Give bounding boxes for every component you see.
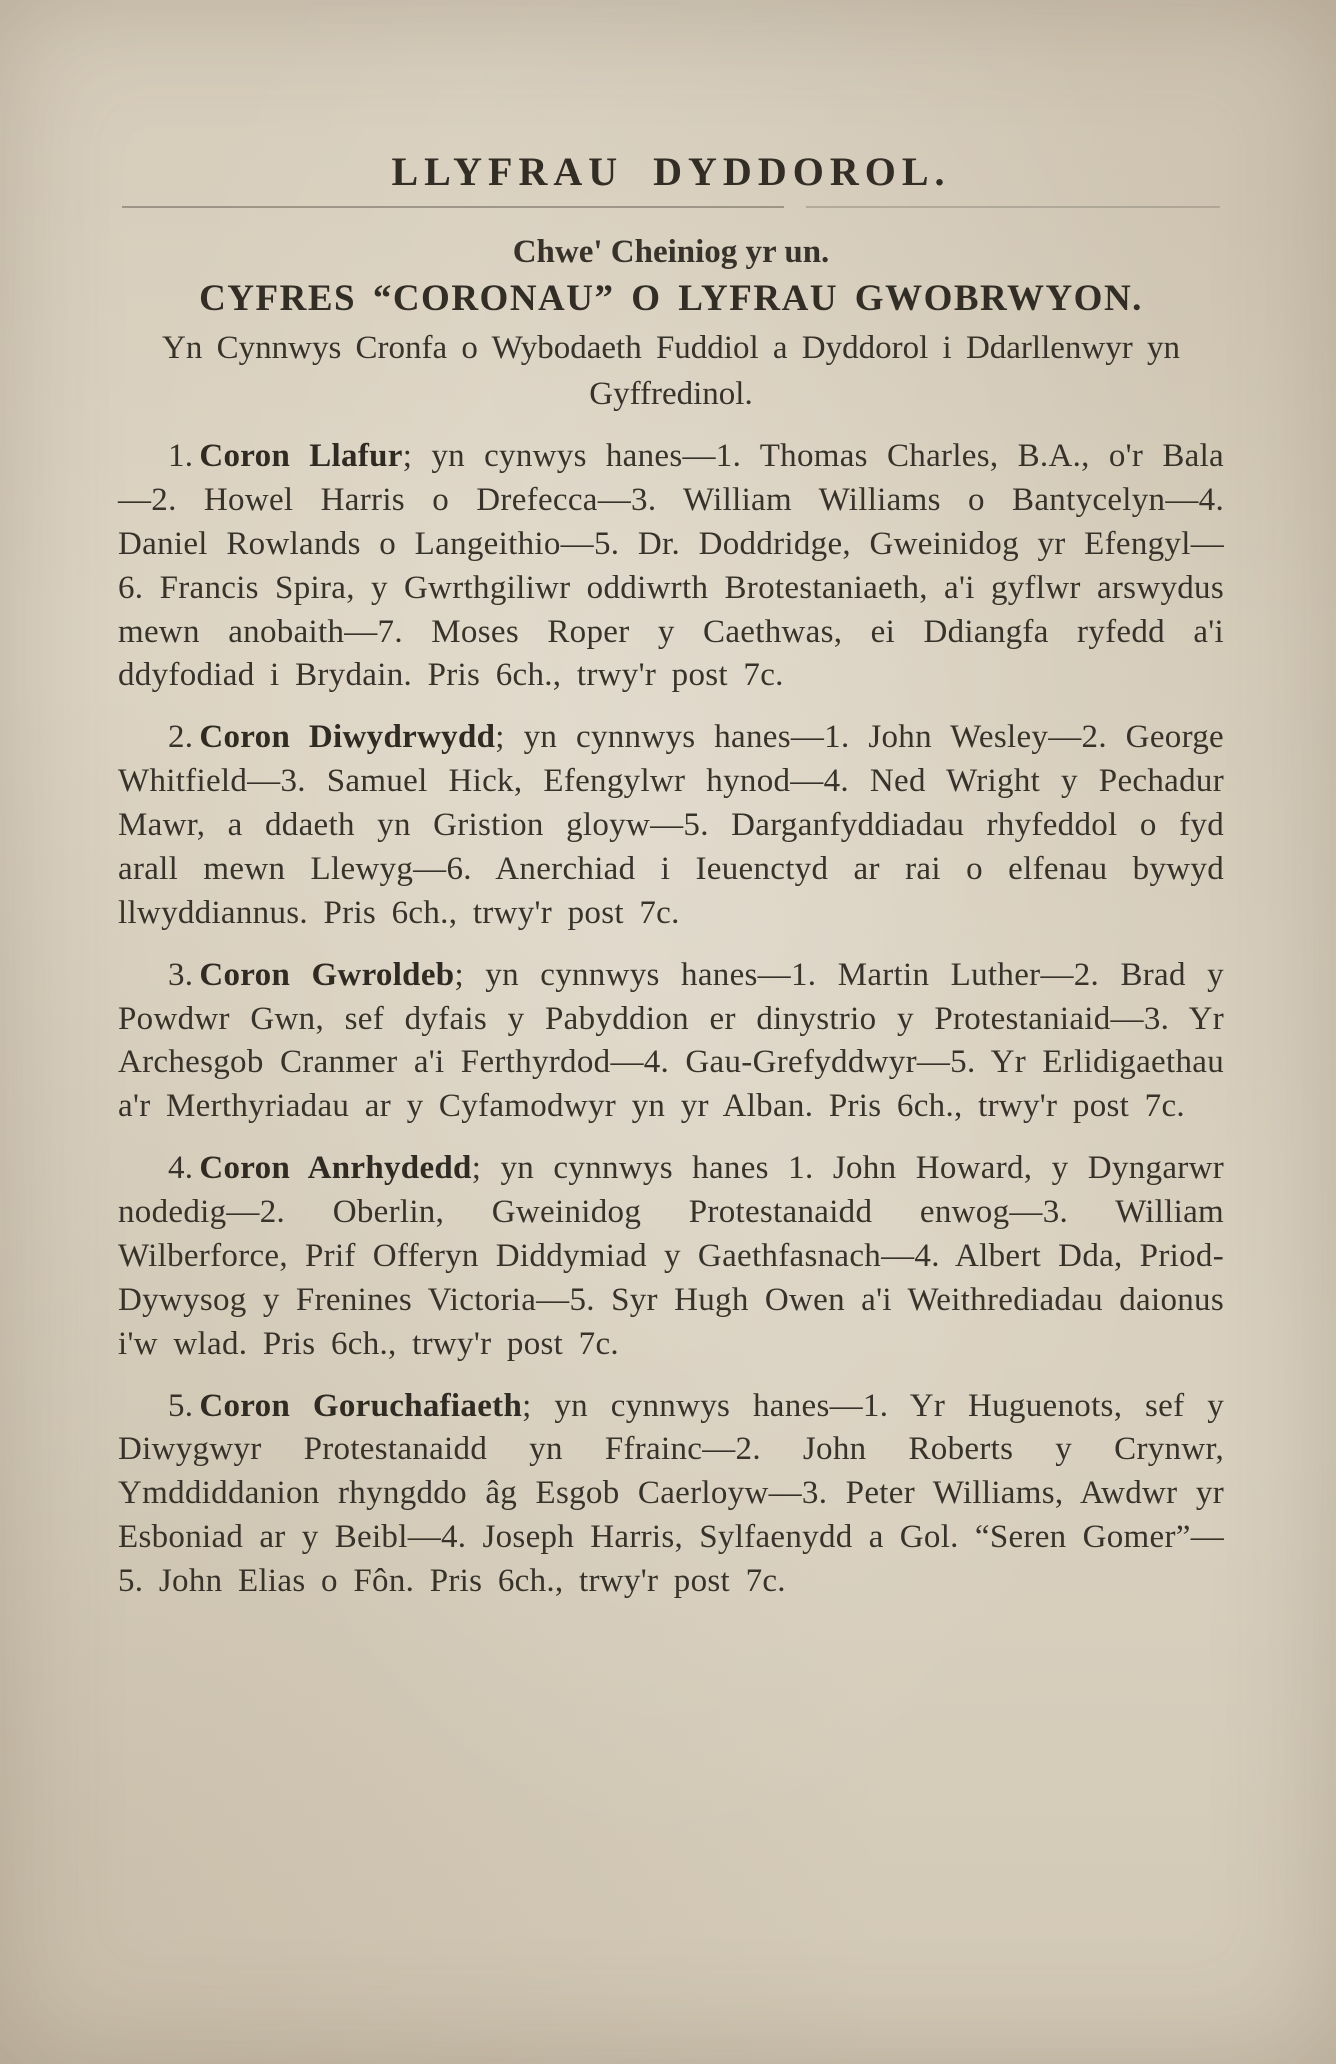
item-text: ; yn cynnwys hanes—1. Martin Luther—2. Brad y Powdwr Gwn, sef dyfais y Pabyddion er dinystrio y Protestaniaid—3. Yr Archesgob Cranmer a'i Ferthyrdod—4. Gau-Grefyddwyr—5. Yr Erlidigaethau a'r Merthyriadau ar y Cyfamodwyr yn yr Alban. Pris 6ch., trwy'r post 7c. [118,956,1224,1125]
item-text: ; yn cynnwys hanes—1. Yr Huguenots, sef y Diwygwyr Protestanaidd yn Ffrainc—2. John Roberts y Crynwr, Ymddiddanion rhyngddo âg Esgob Caerloyw—3. Peter Williams, Awdwr yr Esboniad ar y Beibl—4. Joseph Harris, Sylfaenydd a Gol. “Seren Gomer”—5. John Elias o Fôn. Pris 6ch., trwy'r post 7c. [118,1387,1224,1600]
item-title: Coron Llafur [199,438,403,475]
item-text: ; yn cynwys hanes—1. Thomas Charles, B.A., o'r Bala—2. Howel Harris o Drefecca—3. William Williams o Bantycelyn—4. Daniel Rowlands o Langeithio—5. Dr. Doddridge, Gweinidog yr Efengyl—6. Francis Spira, y Gwrthgiliwr oddiwrth Brotestaniaeth, a'i gyflwr arswydus mewn anobaith—7. Moses Roper y Caethwas, ei Ddiangfa ryfedd a'i ddyfodiad i Brydain. Pris 6ch., trwy'r post 7c. [118,438,1224,694]
item-text: ; yn cynnwys hanes 1. John Howard, y Dyngarwr nodedig—2. Oberlin, Gweinidog Protestanaidd enwog—3. William Wilberforce, Prif Offeryn Diddymiad y Gaethfasnach—4. Albert Dda, Priod-Dywysog y Frenines Victoria—5. Syr Hugh Owen a'i Weithrediadau daionus i'w wlad. Pris 6ch., trwy'r post 7c. [118,1150,1224,1362]
item-number: 1. [168,438,194,475]
page-title: LLYFRAU DYDDOROL. [391,149,951,194]
series-description: Yn Cynnwys Cronfa o Wybodaeth Fuddiol a Dyddorol i Ddarllenwyr yn Gyffredinol. [162,330,1180,412]
item-number: 3. [168,956,194,993]
book-item-1 [118,435,1224,698]
title-rule-left-segment [122,206,784,208]
item-text: ; yn cynnwys hanes—1. John Wesley—2. George Whitfield—3. Samuel Hick, Efengylwr hynod—4. Ned Wright y Pechadur Mawr, a ddaeth yn Gristion gloyw—5. Darganfyddiadau rhyfeddol o fyd arall mewn Llewyg—6. Anerchiad i Ieuenctyd ar rai o elfenau bywyd llwyddiannus. Pris 6ch., trwy'r post 7c. [118,719,1225,931]
item-title: Coron Goruchafiaeth [199,1387,523,1424]
title-rule [122,205,1220,208]
book-item-3 [118,954,1224,1130]
item-title: Coron Gwroldeb [199,956,455,993]
series-title: CYFRES “CORONAU” O LYFRAU GWOBRWYON. [199,278,1143,319]
item-number: 2. [168,719,194,756]
book-item-5 [118,1385,1224,1604]
title-rule-right-segment [806,206,1220,208]
book-item-4 [118,1147,1224,1366]
item-number: 4. [168,1150,194,1187]
price-note: Chwe' Cheiniog yr un. [512,234,830,270]
item-number: 5. [168,1387,194,1424]
item-title: Coron Anrhydedd [199,1150,472,1187]
item-title: Coron Diwydrwydd [199,719,496,756]
book-item-2 [118,716,1224,935]
